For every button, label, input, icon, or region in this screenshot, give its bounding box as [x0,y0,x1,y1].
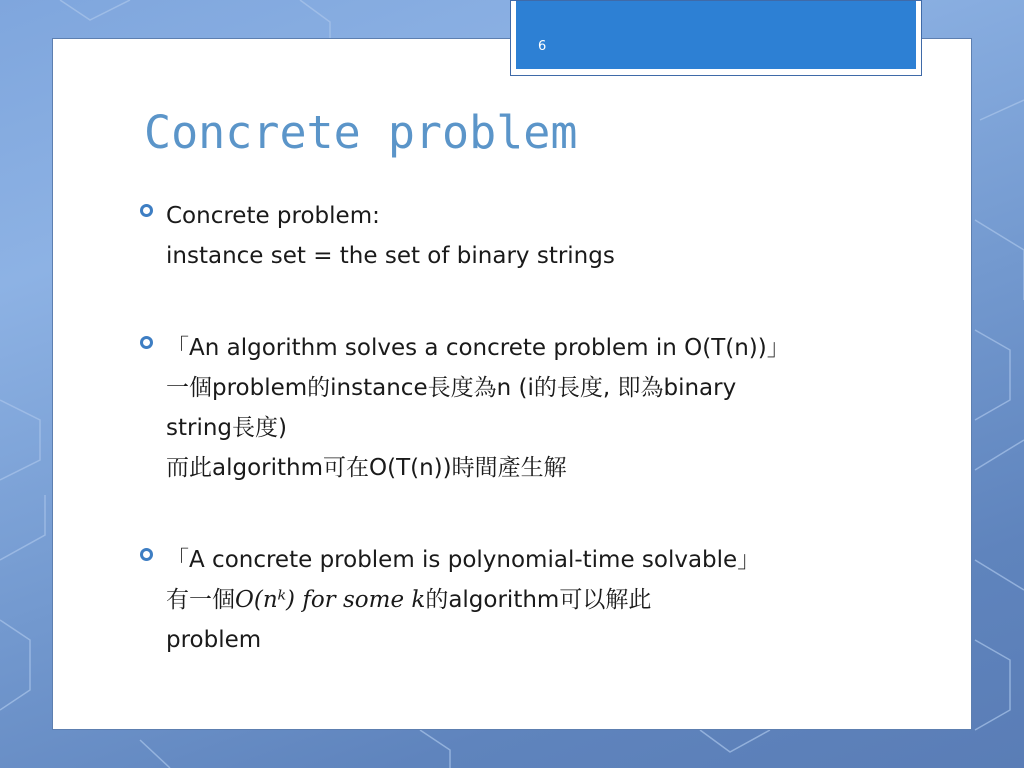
slide-number-band [516,1,916,69]
bullet-icon [140,336,153,349]
bullet-icon [140,204,153,217]
bullet-item-3 [140,540,940,660]
bullet-line: problem [166,627,262,653]
slide-number: 6 [538,39,547,54]
bullet-line: string長度) [166,415,287,441]
bullet-line: 而此algorithm可在O(T(n))時間產生解 [166,455,567,481]
bullet-text [166,540,940,660]
bullet-line: instance set = the set of binary strings [166,243,615,269]
math-suffix: 的algorithm可以解此 [425,587,652,613]
bullet-icon [140,548,153,561]
slide-number-tab [510,0,922,76]
bullet-line: 「A concrete problem is polynomial-time solvable」 [166,547,761,573]
bullet-item-1 [140,196,940,276]
bullet-line: Concrete problem: [166,203,380,229]
math-expression: O(nᵏ) for some k [235,587,426,613]
bullet-text [166,196,940,276]
bullet-math-line [166,580,940,620]
bullet-line: 「An algorithm solves a concrete problem in O(T(n))」 [166,335,790,361]
bullet-line: 一個problem的instance長度為n (i的長度, 即為binary [166,375,737,401]
math-prefix: 有一個 [166,587,235,613]
bullet-text [166,328,940,488]
bullet-item-2 [140,328,940,488]
slide-title: Concrete problem [144,106,578,159]
